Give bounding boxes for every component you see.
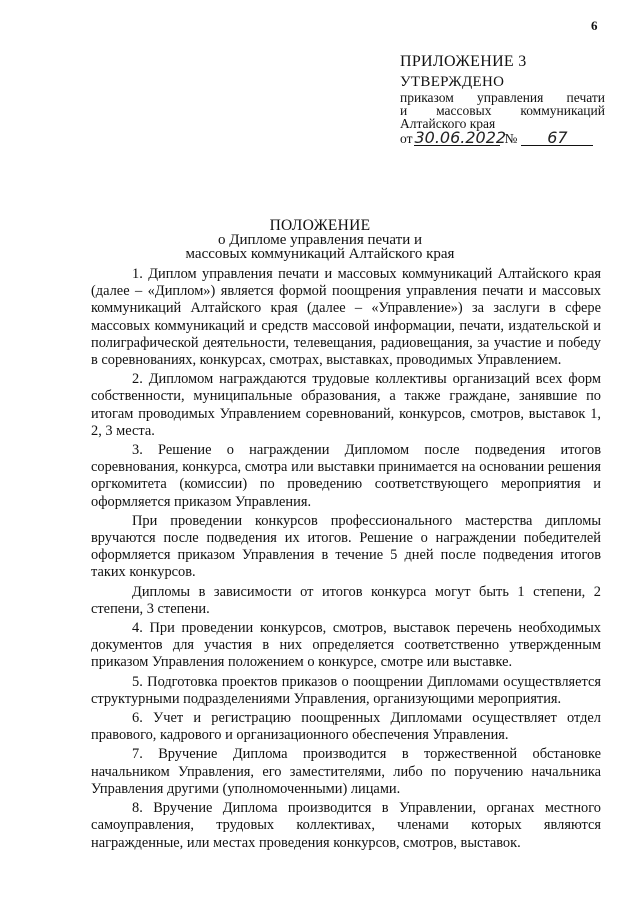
paragraph-2: 2. Дипломом награждаются трудовые коллективы организаций всех форм собственности, муниципальные образования, а также граждане, занявшие по итогам проводимых Управлением соревнований, конкурсов, смотров, выставок 1, 2, 3 места.: [91, 371, 601, 439]
paragraph-3b: Дипломы в зависимости от итогов конкурса могут быть 1 степени, 2 степени, 3 степени.: [91, 583, 601, 617]
order-line-1: приказом управления печати: [400, 90, 605, 105]
paragraph-1: 1. Диплом управления печати и массовых коммуникаций Алтайского края (далее – «Диплом») является формой поощрения управления печати и массовых коммуникаций Алтайского края (далее – «Управление») за заслуги в сфере массовых коммуникаций и средств массовой информации, печати, издательской и полиграфической деятельности, телевещания, радиовещания, за участие и победу в соревнованиях, конкурсах, смотрах, выставках, проводимых Управлением.: [91, 266, 601, 369]
number-sign: №: [504, 131, 518, 146]
paragraph-3: 3. Решение о награждении Дипломом после подведения итогов соревнования, конкурса, смотра или выставки принимается на основании решения оргкомитета (комиссии) по проведению соответствующего мероприятия и оформляется приказом Управления.: [91, 442, 601, 510]
paragraph-4: 4. При проведении конкурсов, смотров, выставок перечень необходимых документов для участия в них определяется соответственно утвержденным приказом Управления положением о конкурсе, смотре или выставке.: [91, 620, 601, 671]
approved-label: УТВЕРЖДЕНО: [400, 74, 505, 90]
paragraph-7: 7. Вручение Диплома производится в торжественной обстановке начальником Управления, его заместителями, либо по поручению начальника Управления другими (уполномоченными) лицами.: [91, 746, 601, 797]
title-main: ПОЛОЖЕНИЕ: [269, 217, 371, 234]
title-line-2: о Дипломе управления печати и: [217, 232, 423, 248]
title-line-3: массовых коммуникаций Алтайского края: [185, 246, 455, 262]
paragraph-8: 8. Вручение Диплома производится в Управлении, органах местного самоуправления, трудовых коллективах, членами которых являются награжденные, или местах проведения конкурсов, смотров, выставок.: [91, 800, 601, 851]
approval-block: [400, 55, 605, 146]
date-prefix: от: [400, 131, 413, 146]
paragraph-6: 6. Учет и регистрацию поощренных Дипломами осуществляет отдел правового, кадрового и организационного обеспечения Управления.: [91, 710, 601, 744]
appendix-label: ПРИЛОЖЕНИЕ 3: [400, 53, 527, 70]
order-line-3: Алтайского края: [400, 116, 496, 131]
document-body: [91, 266, 601, 854]
order-date-handwritten: 30.06.2022: [414, 128, 507, 147]
paragraph-3a: При проведении конкурсов профессионального мастерства дипломы вручаются после подведения их итогов. Решение о награждении победителей оформляется приказом Управления в течение 5 дней после подведения итогов таких конкурсов.: [91, 512, 601, 581]
order-number-handwritten: 67: [521, 131, 593, 146]
document-title: [0, 219, 640, 261]
paragraph-5: 5. Подготовка проектов приказов о поощрении Дипломами осуществляется структурными подразделениями Управления, организующими мероприятия.: [91, 673, 601, 707]
order-line-2: и массовых коммуникаций: [400, 103, 605, 118]
order-date-row: [400, 128, 605, 147]
page-number: 6: [591, 18, 598, 33]
